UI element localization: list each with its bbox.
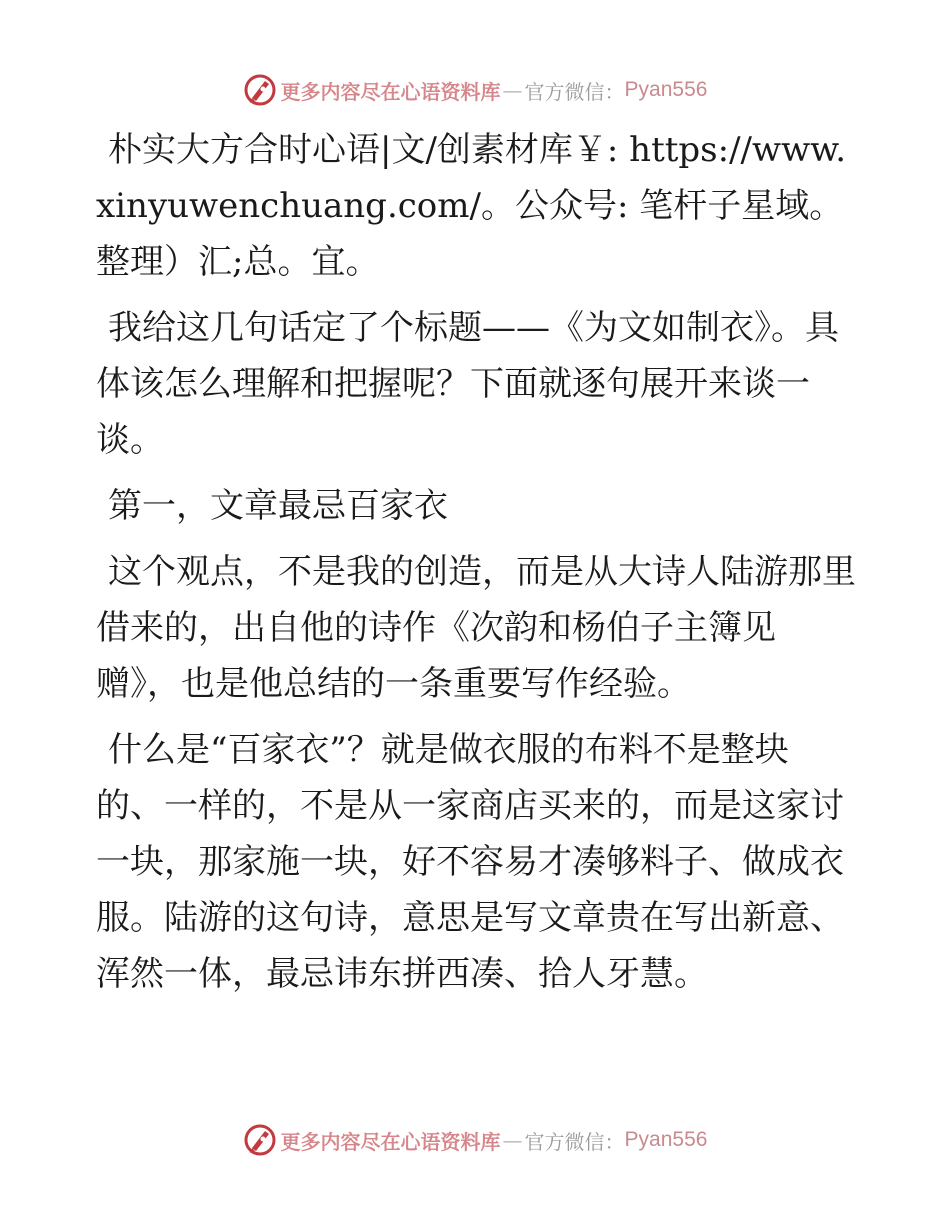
section-heading: 第一，文章最忌百家衣 (108, 486, 448, 526)
paragraph-1: 朴实大方合时心语|文/创素材库￥: https://www.xinyuwenchuang.com/。公众号: 笔杆子星域。整理）汇;总。宜。 (96, 130, 847, 282)
banner-dash: — (502, 78, 523, 102)
paragraph-3: 这个观点，不是我的创造，而是从大诗人陆游那里借来的，出自他的诗作《次韵和杨伯子主簿见赠》，也是他总结的一条重要写作经验。 (96, 552, 856, 704)
banner-title: 更多内容尽在心语资料库 (280, 1129, 501, 1154)
footer-banner (0, 1120, 950, 1160)
banner-dash: — (502, 1128, 523, 1152)
banner-wechat-id: Pyan556 (624, 1128, 708, 1151)
banner-title: 更多内容尽在心语资料库 (280, 79, 501, 104)
document-body (96, 122, 856, 1012)
pen-logo-icon (243, 73, 277, 107)
paragraph-4: 什么是“百家衣”？就是做衣服的布料不是整块的、一样的，不是从一家商店买来的，而是这家讨一块，那家施一块，好不容易才凑够料子、做成衣服。陆游的这句诗，意思是写文章贵在写出新意、浑然一体，最忌讳东拼西凑、拾人牙慧。 (96, 730, 844, 994)
header-banner (0, 70, 950, 110)
banner-wechat-label: 官方微信： (524, 79, 625, 104)
paragraph-2: 我给这几句话定了个标题——《为文如制衣》。具体该怎么理解和把握呢？下面就逐句展开来谈一谈。 (96, 308, 839, 460)
banner-wechat-label: 官方微信： (524, 1129, 625, 1154)
pen-logo-icon (243, 1123, 277, 1157)
banner-wechat-id: Pyan556 (624, 78, 708, 101)
